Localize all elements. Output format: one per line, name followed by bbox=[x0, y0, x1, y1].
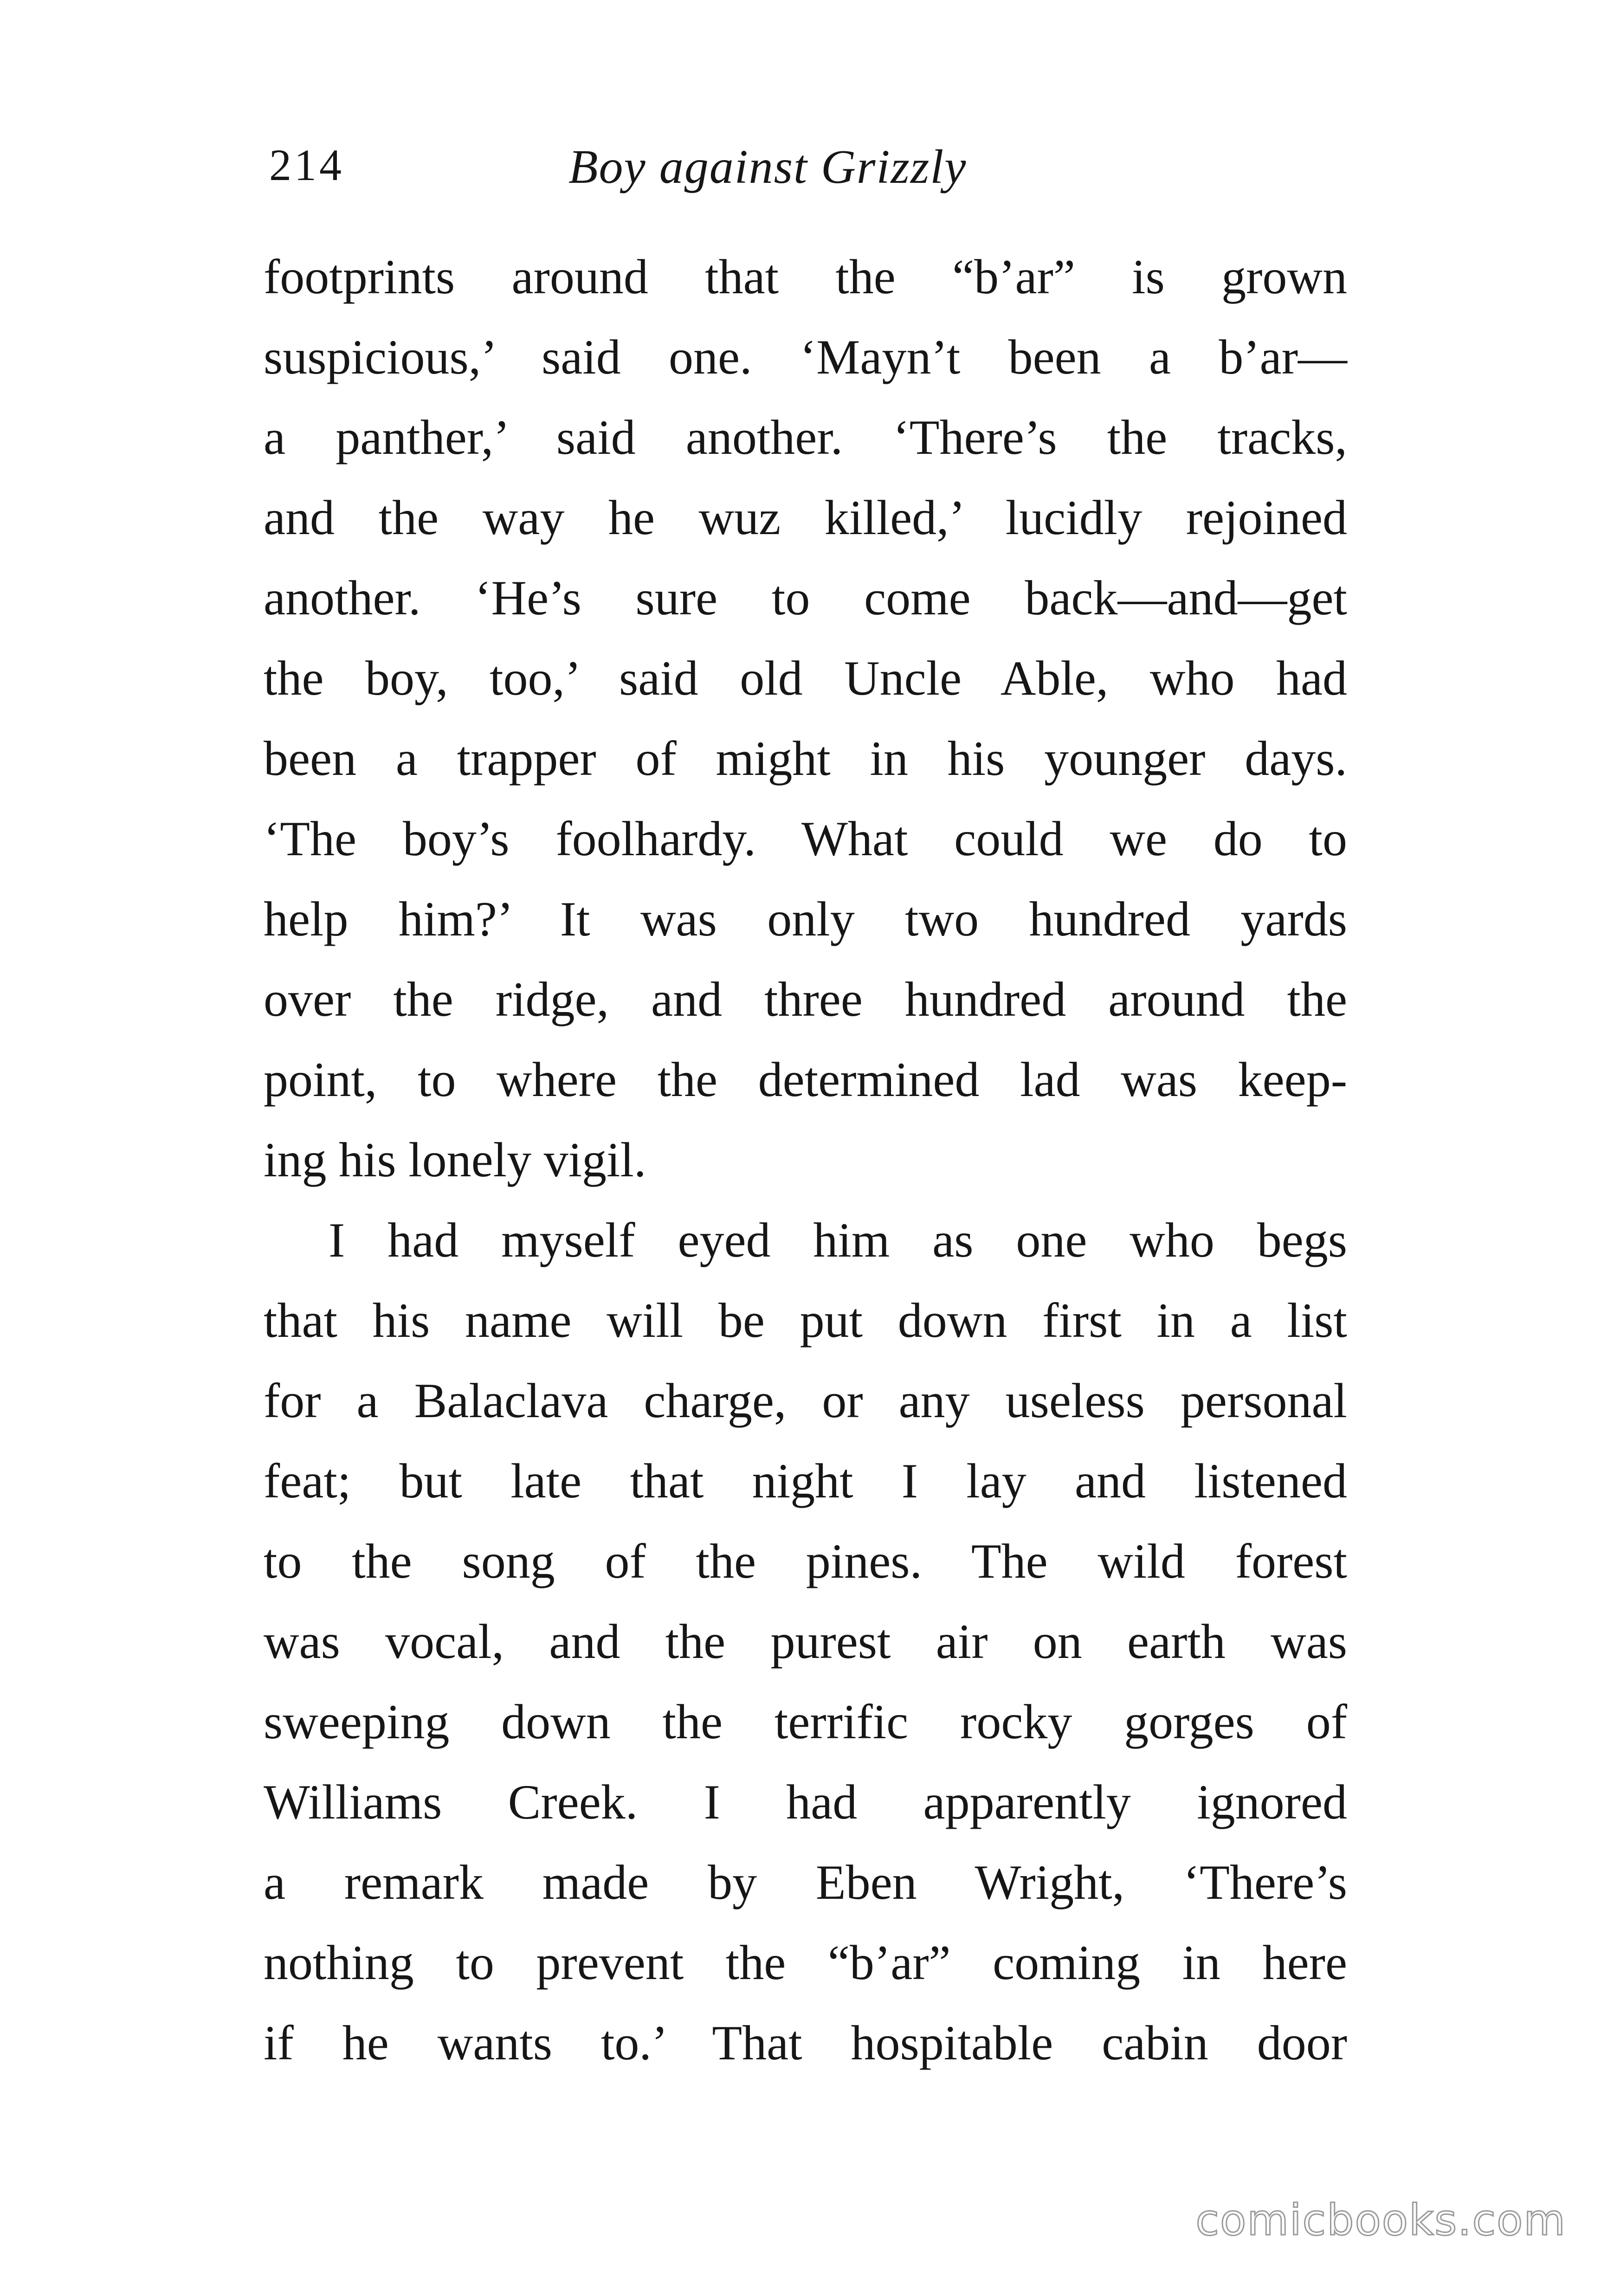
text-line: help him?’ It was only two hundred yards bbox=[264, 892, 1347, 946]
page-number: 214 bbox=[269, 140, 344, 190]
text-line: footprints around that the “b’ar” is grown bbox=[264, 250, 1347, 304]
text-line: and the way he wuz killed,’ lucidly rejoined bbox=[264, 490, 1347, 545]
text-line: suspicious,’ said one. ‘Mayn’t been a b’ar— bbox=[264, 330, 1347, 384]
body-text bbox=[264, 237, 1347, 2083]
text-line: over the ridge, and three hundred around the bbox=[264, 972, 1347, 1026]
text-line: ing his lonely vigil. bbox=[264, 1133, 646, 1187]
text-line: for a Balaclava charge, or any useless personal bbox=[264, 1374, 1347, 1428]
paragraph-1 bbox=[264, 237, 1347, 1200]
site-watermark: comicbooks.com bbox=[1195, 2195, 1566, 2245]
text-line: point, to where the determined lad was keep- bbox=[264, 1052, 1347, 1107]
text-line: was vocal, and the purest air on earth was bbox=[264, 1614, 1347, 1669]
text-line: another. ‘He’s sure to come back—and—get bbox=[264, 571, 1347, 625]
text-line: that his name will be put down first in a list bbox=[264, 1293, 1347, 1348]
text-line: ‘The boy’s foolhardy. What could we do to bbox=[264, 812, 1347, 866]
paragraph-2 bbox=[264, 1200, 1347, 2083]
running-head bbox=[265, 139, 1346, 204]
text-line: a panther,’ said another. ‘There’s the tracks, bbox=[264, 410, 1347, 464]
text-line: nothing to prevent the “b’ar” coming in here bbox=[264, 1935, 1347, 1990]
text-line: to the song of the pines. The wild forest bbox=[264, 1534, 1347, 1588]
text-line: a remark made by Eben Wright, ‘There’s bbox=[264, 1855, 1347, 1909]
text-line: Williams Creek. I had apparently ignored bbox=[264, 1775, 1347, 1829]
text-line: been a trapper of might in his younger days. bbox=[264, 731, 1347, 786]
text-line: the boy, too,’ said old Uncle Able, who had bbox=[264, 651, 1347, 705]
text-line: I had myself eyed him as one who begs bbox=[329, 1213, 1347, 1267]
text-line: feat; but late that night I lay and listened bbox=[264, 1454, 1347, 1508]
running-title: Boy against Grizzly bbox=[568, 140, 967, 193]
text-line: sweeping down the terrific rocky gorges of bbox=[264, 1695, 1347, 1749]
text-line: if he wants to.’ That hospitable cabin door bbox=[264, 2016, 1347, 2070]
